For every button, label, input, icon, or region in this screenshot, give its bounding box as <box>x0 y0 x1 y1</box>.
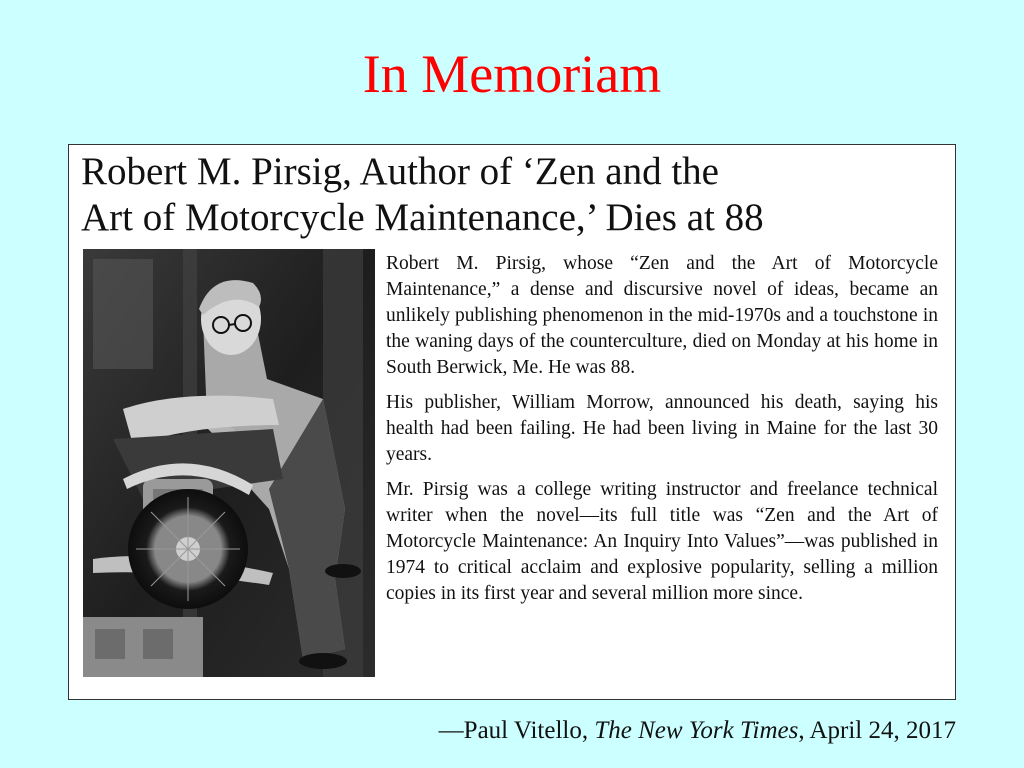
attribution-publication: The New York Times <box>594 717 799 744</box>
article-box <box>68 144 956 700</box>
article-headline <box>81 149 941 241</box>
attribution-date: , April 24, 2017 <box>798 717 956 744</box>
author-photo <box>83 249 375 677</box>
attribution-author: —Paul Vitello, <box>438 717 595 744</box>
article-body <box>386 251 938 616</box>
article-paragraph-2: His publisher, William Morrow, announced his death, saying his health had been failing. He had been living in Maine for the last 30 years. <box>386 392 938 465</box>
man-with-motorcycle-photo-icon <box>83 249 375 677</box>
attribution <box>439 714 956 748</box>
article-paragraph-3: Mr. Pirsig was a college writing instructor and freelance technical writer when the novel—its full title was “Zen and the Art of Motorcycle Maintenance: An Inquiry Into Values”—was published in 1974 to critical acclaim and explosive popularity, selling a million copies in its first year and several million more since. <box>386 479 938 604</box>
article-paragraph-1: Robert M. Pirsig, whose “Zen and the Art of Motorcycle Maintenance,” a dense and discursive novel of ideas, became an unlikely publishing phenomenon in the mid-1970s and a touchstone in the waning days of the counterculture, died on Monday at his home in South Berwick, Me. He was 88. <box>386 253 938 378</box>
headline-line-1: Robert M. Pirsig, Author of ‘Zen and the <box>81 150 719 193</box>
slide-title: In Memoriam <box>362 44 662 104</box>
headline-line-2: Art of Motorcycle Maintenance,’ Dies at 88 <box>81 196 764 239</box>
